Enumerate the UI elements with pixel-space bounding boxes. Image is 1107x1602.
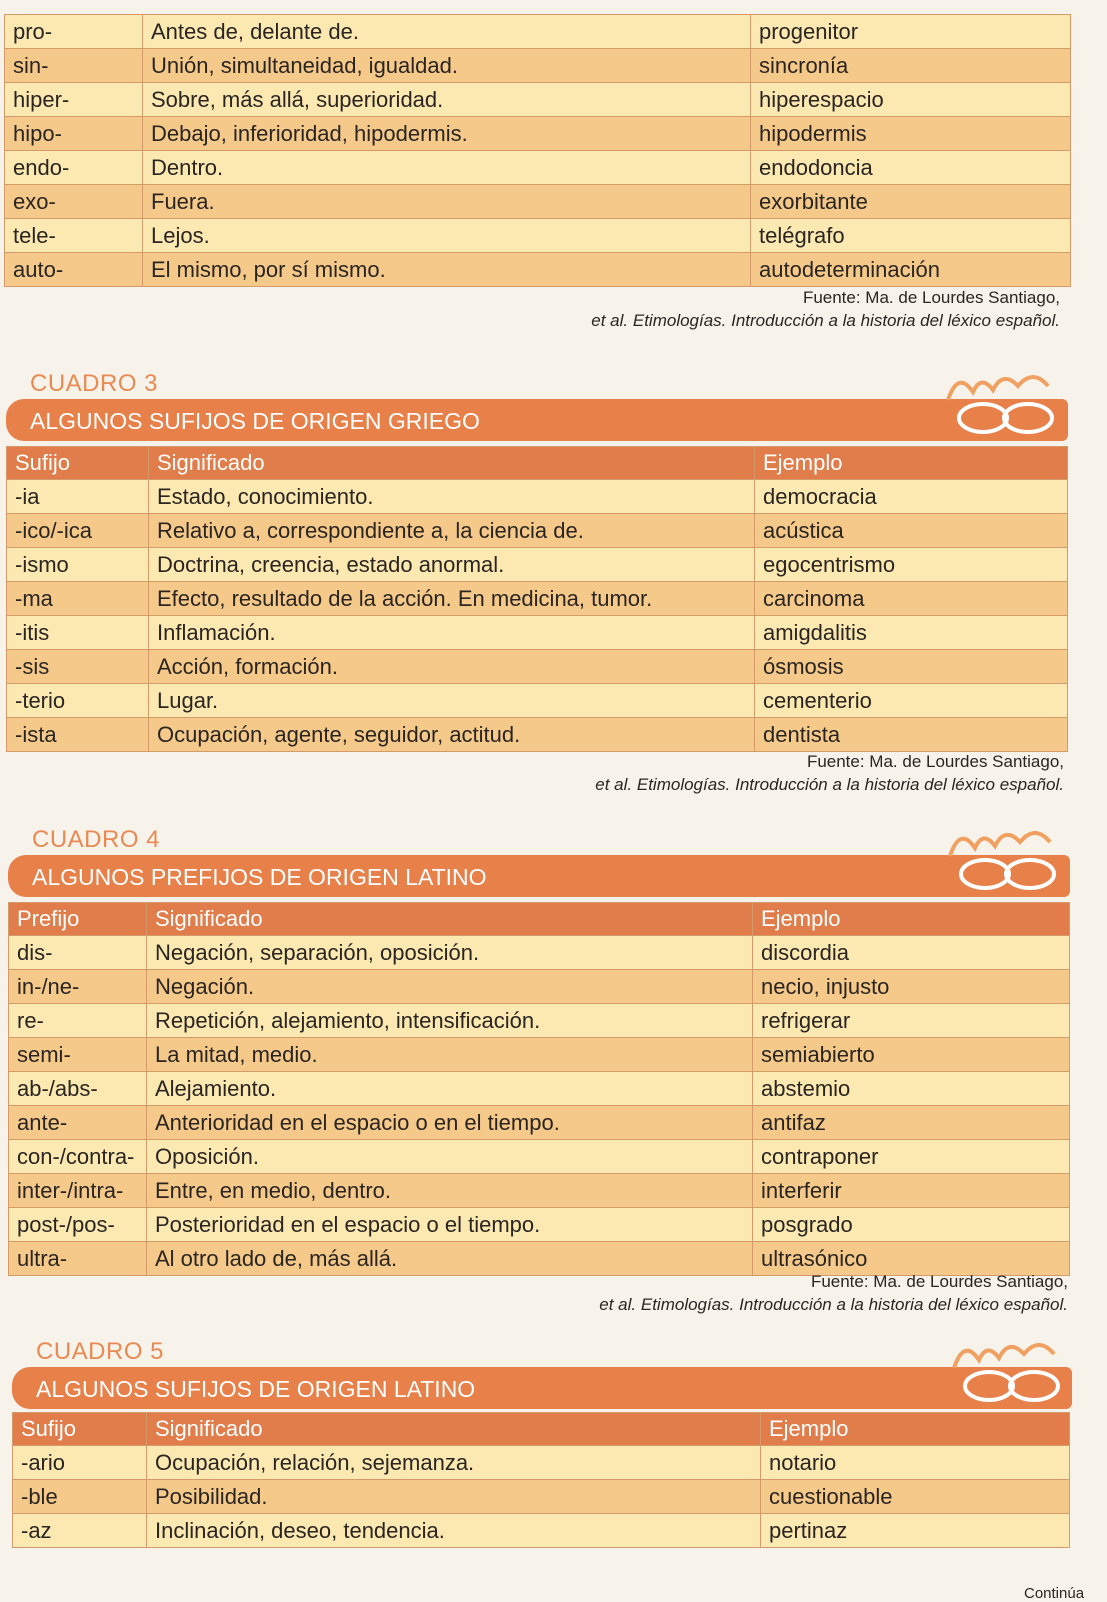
affix-cell: tele-: [5, 219, 143, 253]
column-header-ejemplo: Ejemplo: [753, 903, 1070, 936]
table-row: [5, 185, 1071, 219]
affix-cell: inter-/intra-: [9, 1174, 147, 1208]
example-cell: carcinoma: [755, 582, 1068, 616]
table-row: [9, 1004, 1070, 1038]
affix-cell: -ble: [13, 1480, 147, 1514]
header-row: [13, 1413, 1070, 1446]
example-cell: endodoncia: [751, 151, 1071, 185]
affix-cell: post-/pos-: [9, 1208, 147, 1242]
meaning-cell: El mismo, por sí mismo.: [143, 253, 751, 287]
example-cell: notario: [761, 1446, 1070, 1480]
table-row: [9, 1208, 1070, 1242]
meaning-cell: Efecto, resultado de la acción. En medicina, tumor.: [149, 582, 755, 616]
cuadro-5-table: [12, 1412, 1070, 1548]
example-cell: acústica: [755, 514, 1068, 548]
example-cell: cuestionable: [761, 1480, 1070, 1514]
table-row: [7, 582, 1068, 616]
table-row: [7, 718, 1068, 752]
column-header-significado: Significado: [149, 447, 755, 480]
table-row: [5, 49, 1071, 83]
greek-prefixes-table-continuation: [4, 14, 1071, 287]
column-header-significado: Significado: [147, 903, 753, 936]
table-row: [5, 15, 1071, 49]
meaning-cell: Entre, en medio, dentro.: [147, 1174, 753, 1208]
cuadro-5-title-banner: ALGUNOS SUFIJOS DE ORIGEN LATINO: [12, 1367, 1072, 1409]
meaning-cell: Antes de, delante de.: [143, 15, 751, 49]
column-header-sufijo: Sufijo: [13, 1413, 147, 1446]
continued-marker: Continúa: [1024, 1585, 1085, 1602]
example-cell: necio, injusto: [753, 970, 1070, 1004]
meaning-cell: Estado, conocimiento.: [149, 480, 755, 514]
example-cell: sincronía: [751, 49, 1071, 83]
affix-cell: -ario: [13, 1446, 147, 1480]
meaning-cell: Inflamación.: [149, 616, 755, 650]
affix-cell: hiper-: [5, 83, 143, 117]
example-cell: ultrasónico: [753, 1242, 1070, 1276]
example-cell: cementerio: [755, 684, 1068, 718]
meaning-cell: Negación, separación, oposición.: [147, 936, 753, 970]
decorative-logo-icon: [940, 816, 1080, 896]
table-row: [5, 151, 1071, 185]
affix-cell: -terio: [7, 684, 149, 718]
table-row: [9, 1174, 1070, 1208]
table-row: [5, 253, 1071, 287]
example-cell: amigdalitis: [755, 616, 1068, 650]
meaning-cell: Sobre, más allá, superioridad.: [143, 83, 751, 117]
decorative-logo-icon: [938, 360, 1078, 440]
meaning-cell: Negación.: [147, 970, 753, 1004]
table-row: [9, 1140, 1070, 1174]
meaning-cell: Inclinación, deseo, tendencia.: [147, 1514, 761, 1548]
meaning-cell: Ocupación, relación, sejemanza.: [147, 1446, 761, 1480]
affix-cell: -ico/-ica: [7, 514, 149, 548]
affix-cell: in-/ne-: [9, 970, 147, 1004]
table-row: [9, 1106, 1070, 1140]
affix-cell: endo-: [5, 151, 143, 185]
meaning-cell: La mitad, medio.: [147, 1038, 753, 1072]
meaning-cell: Fuera.: [143, 185, 751, 219]
table-row: [5, 117, 1071, 151]
table-row: [5, 219, 1071, 253]
header-row: [7, 447, 1068, 480]
meaning-cell: Relativo a, correspondiente a, la ciencia de.: [149, 514, 755, 548]
cuadro-4-label: CUADRO 4: [32, 826, 161, 853]
meaning-cell: Anterioridad en el espacio o en el tiempo.: [147, 1106, 753, 1140]
example-cell: hipodermis: [751, 117, 1071, 151]
example-cell: pertinaz: [761, 1514, 1070, 1548]
affix-cell: auto-: [5, 253, 143, 287]
table-row: [9, 1038, 1070, 1072]
cuadro-4-table: [8, 902, 1070, 1276]
meaning-cell: Alejamiento.: [147, 1072, 753, 1106]
table-row: [7, 650, 1068, 684]
meaning-cell: Unión, simultaneidad, igualdad.: [143, 49, 751, 83]
affix-cell: ante-: [9, 1106, 147, 1140]
affix-cell: exo-: [5, 185, 143, 219]
meaning-cell: Oposición.: [147, 1140, 753, 1174]
column-header-prefijo: Prefijo: [9, 903, 147, 936]
table-row: [13, 1514, 1070, 1548]
affix-cell: -ia: [7, 480, 149, 514]
affix-cell: dis-: [9, 936, 147, 970]
example-cell: autodeterminación: [751, 253, 1071, 287]
example-cell: discordia: [753, 936, 1070, 970]
example-cell: semiabierto: [753, 1038, 1070, 1072]
column-header-ejemplo: Ejemplo: [755, 447, 1068, 480]
decorative-logo-icon: [944, 1328, 1084, 1408]
meaning-cell: Lejos.: [143, 219, 751, 253]
meaning-cell: Al otro lado de, más allá.: [147, 1242, 753, 1276]
affix-cell: con-/contra-: [9, 1140, 147, 1174]
meaning-cell: Posterioridad en el espacio o el tiempo.: [147, 1208, 753, 1242]
column-header-sufijo: Sufijo: [7, 447, 149, 480]
cuadro-3-table: [6, 446, 1068, 752]
table-row: [5, 83, 1071, 117]
affix-cell: ultra-: [9, 1242, 147, 1276]
column-header-ejemplo: Ejemplo: [761, 1413, 1070, 1446]
affix-cell: -sis: [7, 650, 149, 684]
meaning-cell: Acción, formación.: [149, 650, 755, 684]
example-cell: dentista: [755, 718, 1068, 752]
source-citation-cuadro-4: Fuente: Ma. de Lourdes Santiago, et al. Etimologías. Introducción a la historia del léxico español.: [599, 1272, 1068, 1314]
table-row: [13, 1446, 1070, 1480]
cuadro-3-label: CUADRO 3: [30, 370, 159, 397]
meaning-cell: Posibilidad.: [147, 1480, 761, 1514]
table-row: [9, 1072, 1070, 1106]
cuadro-3-title-banner: ALGUNOS SUFIJOS DE ORIGEN GRIEGO: [6, 399, 1068, 441]
table-row: [7, 616, 1068, 650]
source-citation-cuadro-3: Fuente: Ma. de Lourdes Santiago, et al. Etimologías. Introducción a la historia del léxico español.: [595, 752, 1064, 794]
affix-cell: -ma: [7, 582, 149, 616]
example-cell: contraponer: [753, 1140, 1070, 1174]
affix-cell: -itis: [7, 616, 149, 650]
table-row: [7, 548, 1068, 582]
affix-cell: -ismo: [7, 548, 149, 582]
example-cell: telégrafo: [751, 219, 1071, 253]
example-cell: interferir: [753, 1174, 1070, 1208]
affix-cell: -az: [13, 1514, 147, 1548]
cuadro-4-title-banner: ALGUNOS PREFIJOS DE ORIGEN LATINO: [8, 855, 1070, 897]
meaning-cell: Debajo, inferioridad, hipodermis.: [143, 117, 751, 151]
meaning-cell: Ocupación, agente, seguidor, actitud.: [149, 718, 755, 752]
table-row: [7, 514, 1068, 548]
table-row: [13, 1480, 1070, 1514]
meaning-cell: Lugar.: [149, 684, 755, 718]
affix-cell: sin-: [5, 49, 143, 83]
example-cell: posgrado: [753, 1208, 1070, 1242]
header-row: [9, 903, 1070, 936]
meaning-cell: Doctrina, creencia, estado anormal.: [149, 548, 755, 582]
source-citation-top: Fuente: Ma. de Lourdes Santiago, et al. Etimologías. Introducción a la historia del léxico español.: [591, 288, 1060, 330]
example-cell: antifaz: [753, 1106, 1070, 1140]
example-cell: egocentrismo: [755, 548, 1068, 582]
affix-cell: -ista: [7, 718, 149, 752]
example-cell: refrigerar: [753, 1004, 1070, 1038]
example-cell: abstemio: [753, 1072, 1070, 1106]
table-row: [9, 970, 1070, 1004]
meaning-cell: Dentro.: [143, 151, 751, 185]
affix-cell: hipo-: [5, 117, 143, 151]
example-cell: hiperespacio: [751, 83, 1071, 117]
table-row: [7, 480, 1068, 514]
affix-cell: ab-/abs-: [9, 1072, 147, 1106]
example-cell: exorbitante: [751, 185, 1071, 219]
table-row: [9, 936, 1070, 970]
column-header-significado: Significado: [147, 1413, 761, 1446]
affix-cell: semi-: [9, 1038, 147, 1072]
example-cell: progenitor: [751, 15, 1071, 49]
affix-cell: re-: [9, 1004, 147, 1038]
meaning-cell: Repetición, alejamiento, intensificación.: [147, 1004, 753, 1038]
affix-cell: pro-: [5, 15, 143, 49]
cuadro-5-label: CUADRO 5: [36, 1338, 165, 1365]
table-row: [7, 684, 1068, 718]
example-cell: ósmosis: [755, 650, 1068, 684]
example-cell: democracia: [755, 480, 1068, 514]
